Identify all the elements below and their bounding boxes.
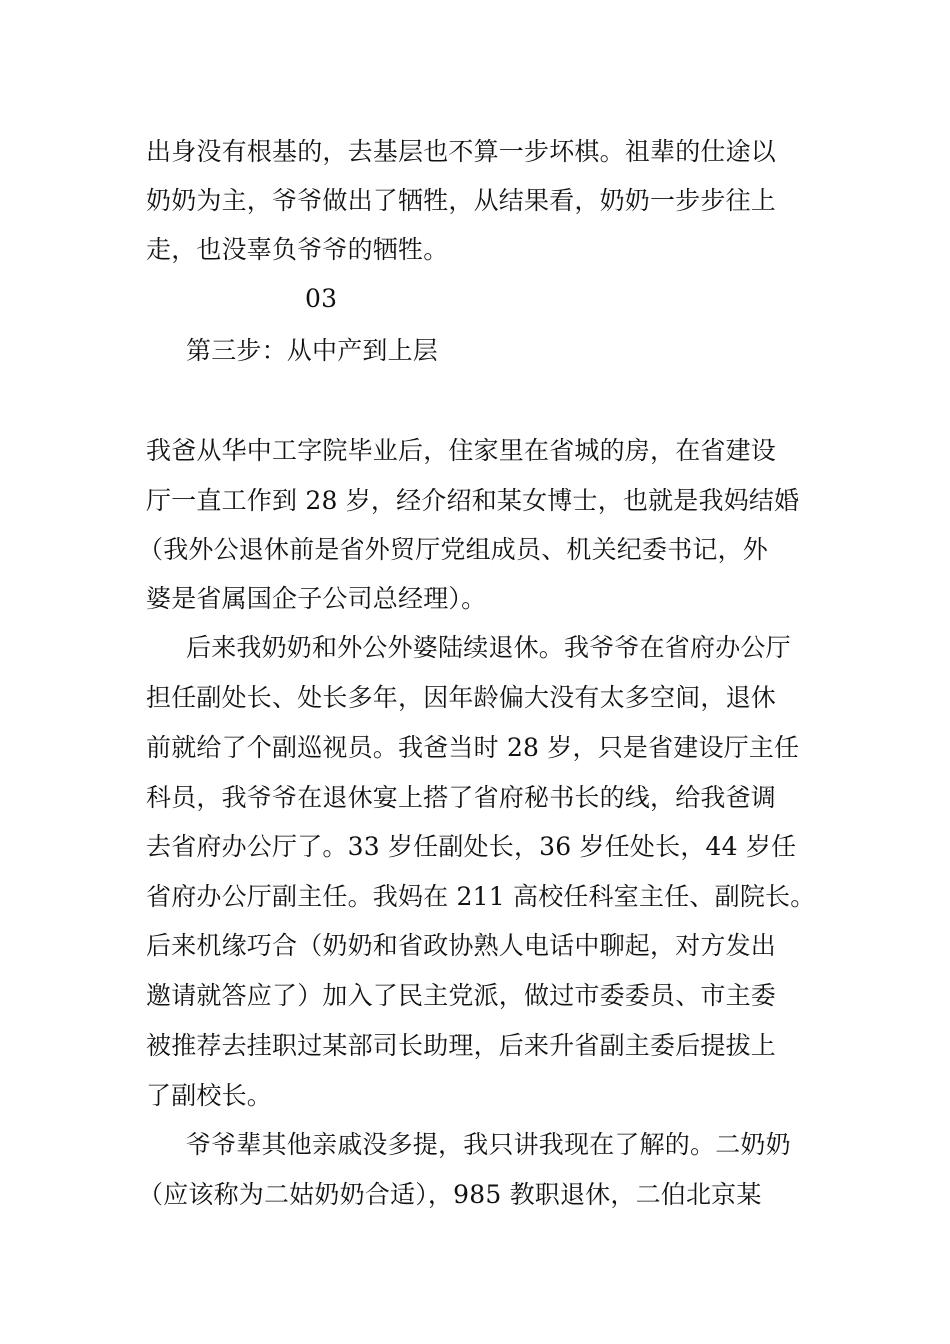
paragraph-line: 邀请就答应了）加入了民主党派，做过市委委员、市主委 (146, 981, 777, 1010)
paragraph-line: 去省府办公厅了。33 岁任副处长，36 岁任处长，44 岁任 (146, 832, 797, 861)
paragraph-line: 了副校长。 (146, 1081, 273, 1110)
paragraph-line: 科员，我爷爷在退休宴上搭了省府秘书长的线，给我爸调 (146, 783, 777, 812)
paragraph-line: 奶奶为主，爷爷做出了牺牲，从结果看，奶奶一步步往上 (146, 186, 777, 215)
paragraph-line: 后来机缘巧合（奶奶和省政协熟人电话中聊起，对方发出 (146, 931, 777, 960)
paragraph-line: 前就给了个副巡视员。我爸当时 28 岁，只是省建设厅主任 (146, 733, 800, 762)
paragraph-line: （应该称为二姑奶奶合适），985 教职退休，二伯北京某 (138, 1180, 762, 1209)
paragraph-line: 婆是省属国企子公司总经理）。 (146, 584, 487, 613)
paragraph-line: 爷爷辈其他亲戚没多提，我只讲我现在了解的。二奶奶 (186, 1130, 791, 1159)
paragraph-line: （我外公退休前是省外贸厅党组成员、机关纪委书记，外 (138, 535, 769, 564)
section-number: 03 (305, 284, 338, 313)
section-heading: 第三步：从中产到上层 (186, 336, 439, 365)
paragraph-line: 厅一直工作到 28 岁，经介绍和某女博士，也就是我妈结婚 (146, 486, 800, 515)
paragraph-line: 省府办公厅副主任。我妈在 211 高校任科室主任、副院长。 (146, 882, 816, 911)
paragraph-line: 被推荐去挂职过某部司长助理，后来升省副主委后提拔上 (146, 1031, 777, 1060)
paragraph-line: 走，也没辜负爷爷的牺牲。 (146, 235, 449, 264)
paragraph-line: 后来我奶奶和外公外婆陆续退休。我爷爷在省府办公厅 (186, 633, 791, 662)
paragraph-line: 担任副处长、处长多年，因年龄偏大没有太多空间，退休 (146, 683, 777, 712)
paragraph-line: 出身没有根基的，去基层也不算一步坏棋。祖辈的仕途以 (146, 137, 777, 166)
paragraph-line: 我爸从华中工字院毕业后，住家里在省城的房，在省建设 (146, 436, 777, 465)
